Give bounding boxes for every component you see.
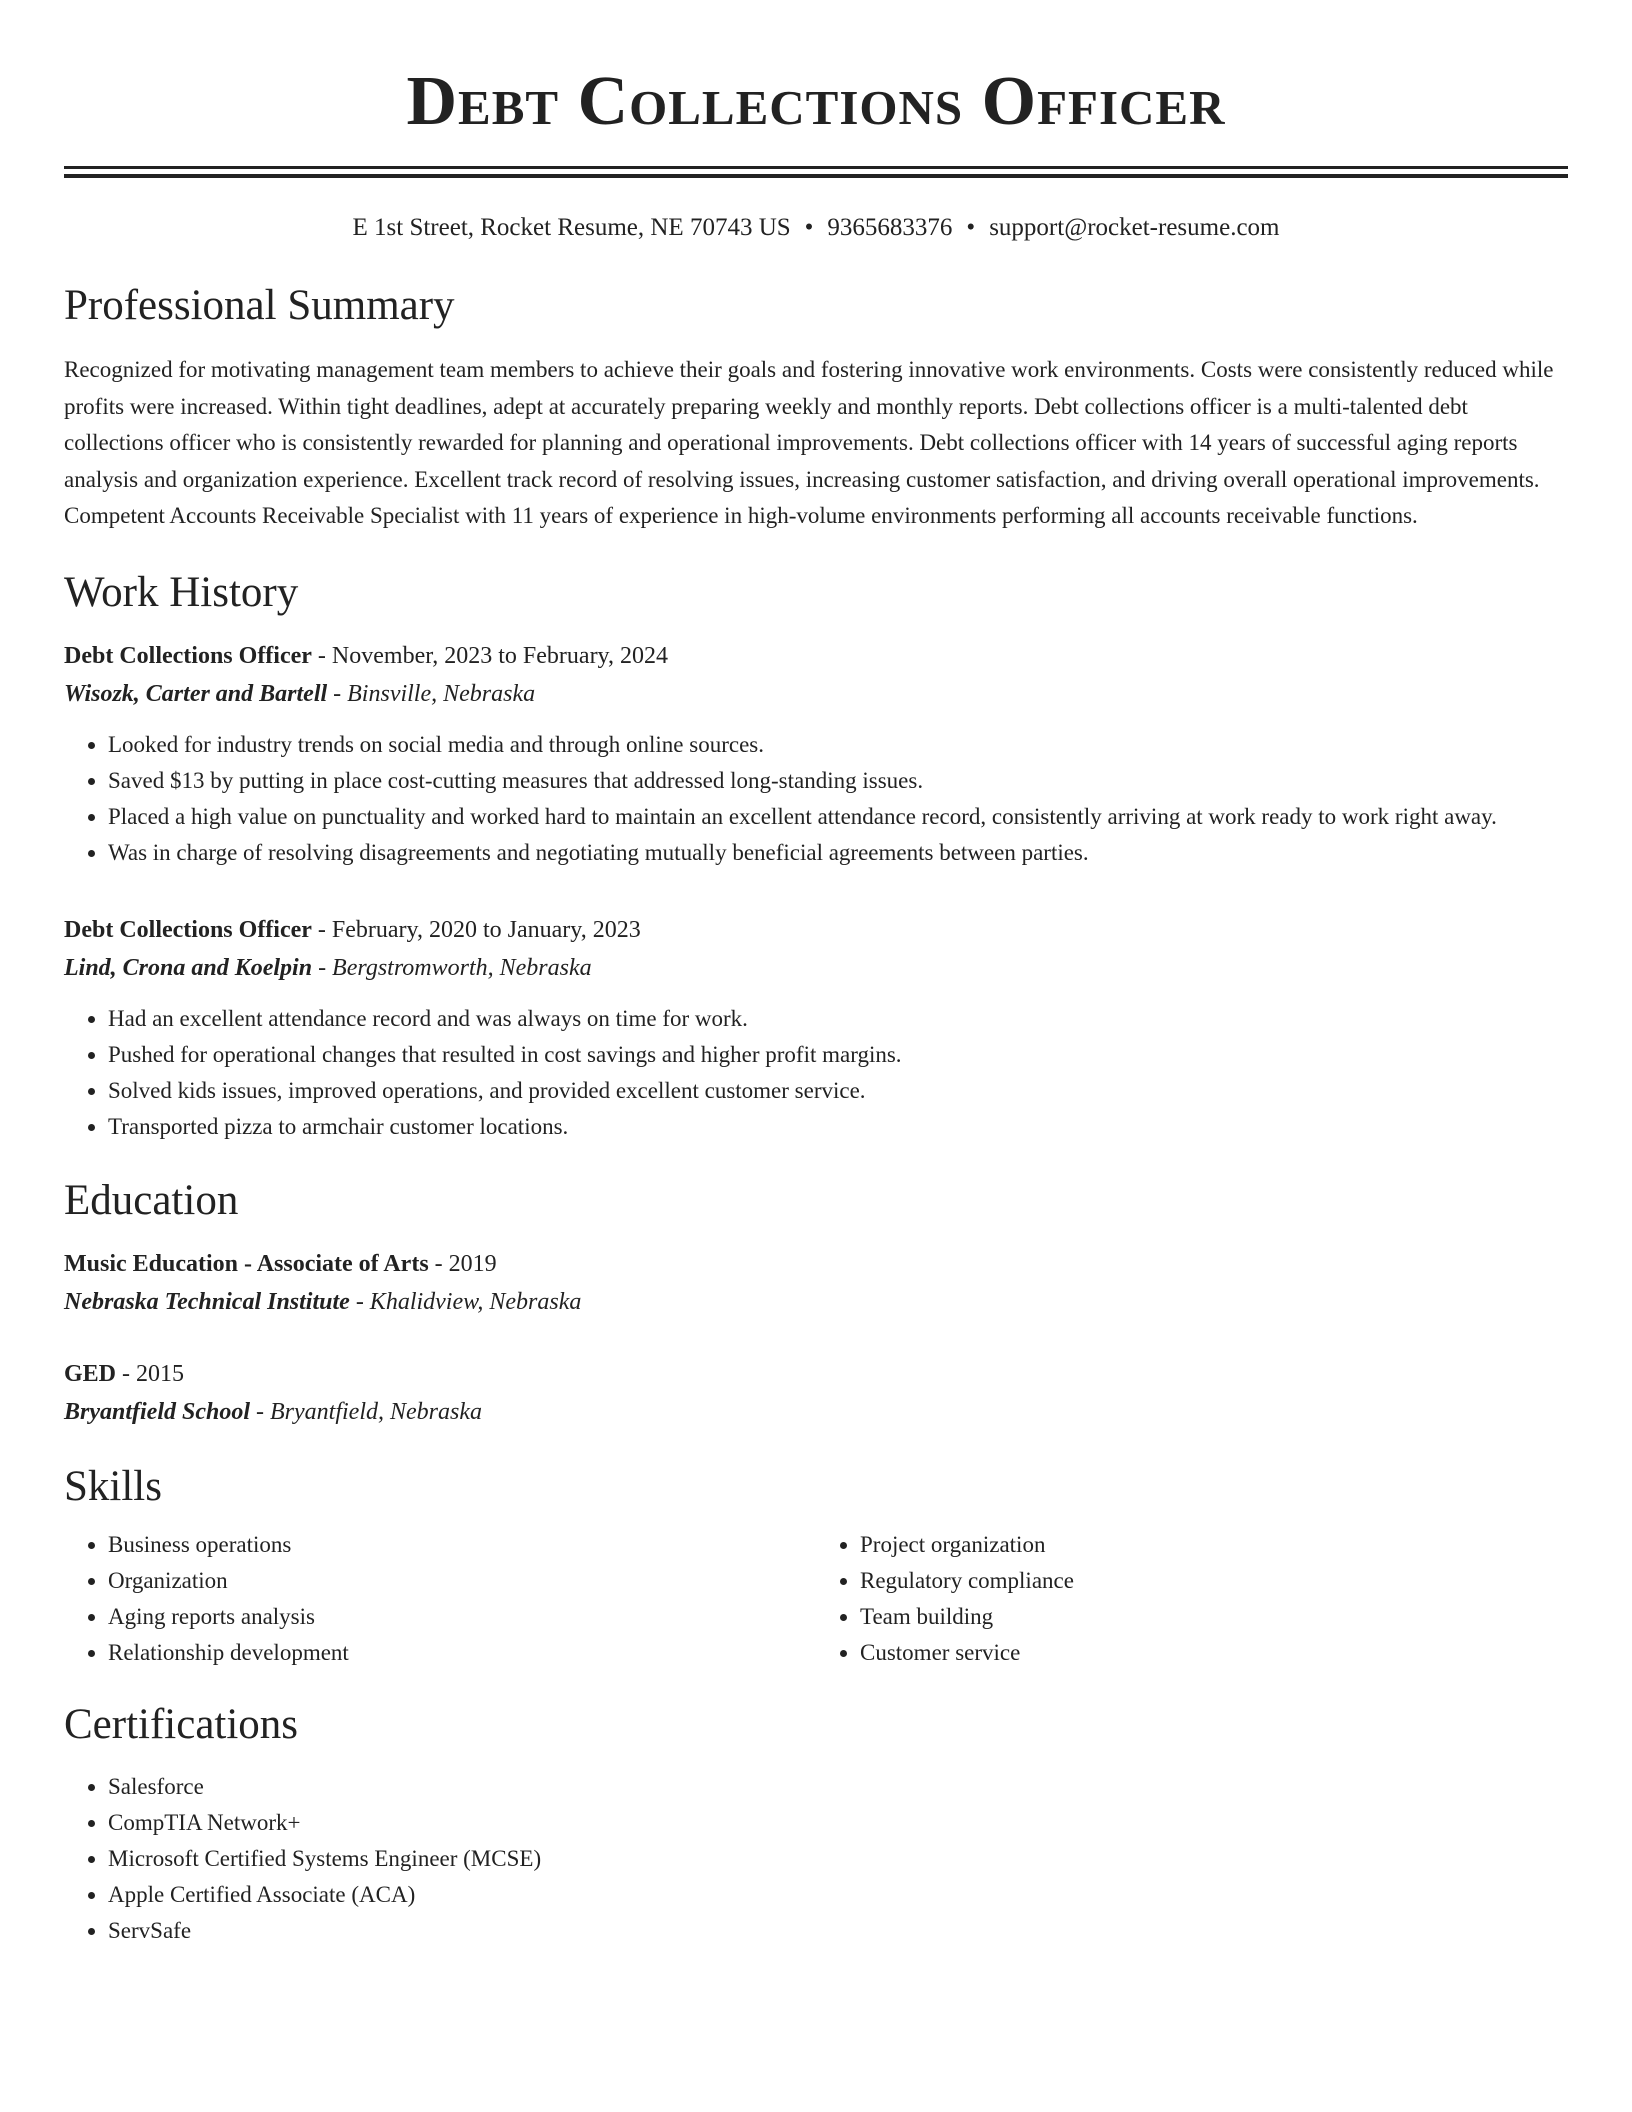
job-company: Wisozk, Carter and Bartell: [64, 680, 328, 707]
education-school: Nebraska Technical Institute: [64, 1288, 350, 1315]
list-item: • Placed a high value on punctuality and worked hard to maintain an excellent attendance record, consistently arriving at work ready to work right away.: [108, 799, 1568, 835]
skill-item: • Customer service: [860, 1635, 1568, 1671]
job-role: Debt Collections Officer: [64, 916, 312, 943]
education-degree: Music Education - Associate of Arts: [64, 1250, 429, 1277]
skill-item: • Aging reports analysis: [108, 1599, 816, 1635]
contact-phone: 9365683376: [827, 214, 953, 241]
job-dates: - February, 2020 to January, 2023: [311, 916, 641, 943]
job-location: - Bergstromworth, Nebraska: [312, 954, 592, 981]
education-entry: [64, 1355, 1568, 1431]
education-school: Bryantfield School: [64, 1398, 251, 1425]
education-year: - 2019: [428, 1250, 497, 1277]
list-item: • Had an excellent attendance record and was always on time for work.: [108, 1001, 1568, 1037]
education-year: - 2015: [116, 1360, 185, 1387]
job-entry: [64, 911, 1568, 1145]
job-heading: [64, 911, 1568, 949]
job-bullet-list: [64, 1001, 1568, 1145]
list-item: • Saved $13 by putting in place cost-cutting measures that addressed long-standing issues.: [108, 763, 1568, 799]
job-dates: - November, 2023 to February, 2024: [311, 642, 668, 669]
skill-item: • Regulatory compliance: [860, 1563, 1568, 1599]
education-heading: [64, 1355, 1568, 1393]
skill-item: • Business operations: [108, 1527, 816, 1563]
section-title-education: Education: [64, 1176, 239, 1224]
certification-item: • Apple Certified Associate (ACA): [108, 1877, 1568, 1913]
skill-item: • Relationship development: [108, 1635, 816, 1671]
list-item: • Pushed for operational changes that resulted in cost savings and higher profit margins.: [108, 1037, 1568, 1073]
job-role: Debt Collections Officer: [64, 642, 312, 669]
job-company: Lind, Crona and Koelpin: [64, 954, 313, 981]
certification-item: • Salesforce: [108, 1769, 1568, 1805]
job-employer: [64, 675, 1568, 713]
skill-item: • Organization: [108, 1563, 816, 1599]
list-item: • Solved kids issues, improved operations, and provided excellent customer service.: [108, 1073, 1568, 1109]
skills-list-right: [816, 1527, 1568, 1671]
education-institution: [64, 1393, 1568, 1431]
contact-separator: •: [966, 214, 976, 241]
certification-item: • CompTIA Network+: [108, 1805, 1568, 1841]
education-entry: [64, 1245, 1568, 1321]
skill-item: • Project organization: [860, 1527, 1568, 1563]
resume-name: Debt Collections Officer: [406, 63, 1226, 140]
list-item: • Was in charge of resolving disagreements and negotiating mutually beneficial agreements between parties.: [108, 835, 1568, 871]
section-title-skills: Skills: [64, 1462, 162, 1510]
contact-email: support@rocket-resume.com: [989, 214, 1280, 241]
summary-text: Recognized for motivating management team members to achieve their goals and fostering innovative work environments. Costs were consistently reduced while profits were increased. Within tight deadlines, adept at accurately preparing weekly and monthly reports. Debt collections officer is a multi-talented debt collections officer who is consistently rewarded for planning and operational improvements. Debt collections officer with 14 years of successful aging reports analysis and organization experience. Excellent track record of resolving issues, increasing customer satisfaction, and driving overall operational improvements. Competent Accounts Receivable Specialist with 11 years of experience in high-volume environments performing all accounts receivable functions.: [64, 357, 1554, 528]
skills-list-left: [64, 1527, 816, 1671]
section-title-work-history: Work History: [64, 568, 299, 616]
list-item: • Looked for industry trends on social media and through online sources.: [108, 727, 1568, 763]
contact-address: E 1st Street, Rocket Resume, NE 70743 US: [352, 214, 791, 241]
education-location: - Bryantfield, Nebraska: [250, 1398, 482, 1425]
education-degree: GED: [64, 1360, 117, 1387]
education-heading: [64, 1245, 1568, 1283]
section-title-certifications: Certifications: [64, 1700, 299, 1748]
skills-grid: [64, 1527, 1568, 1671]
job-heading: [64, 637, 1568, 675]
job-location: - Binsville, Nebraska: [327, 680, 536, 707]
job-employer: [64, 949, 1568, 987]
list-item: • Transported pizza to armchair customer locations.: [108, 1109, 1568, 1145]
header-double-rule: [64, 166, 1568, 178]
contact-line: [64, 212, 1568, 244]
job-bullet-list: [64, 727, 1568, 871]
education-location: - Khalidview, Nebraska: [349, 1288, 582, 1315]
certifications-list: [64, 1769, 1568, 1949]
certification-item: • Microsoft Certified Systems Engineer (MCSE): [108, 1841, 1568, 1877]
job-entry: [64, 637, 1568, 871]
section-title-summary: Professional Summary: [64, 282, 455, 329]
skill-item: • Team building: [860, 1599, 1568, 1635]
certification-item: • ServSafe: [108, 1913, 1568, 1949]
education-institution: [64, 1283, 1568, 1321]
contact-separator: •: [804, 214, 814, 241]
